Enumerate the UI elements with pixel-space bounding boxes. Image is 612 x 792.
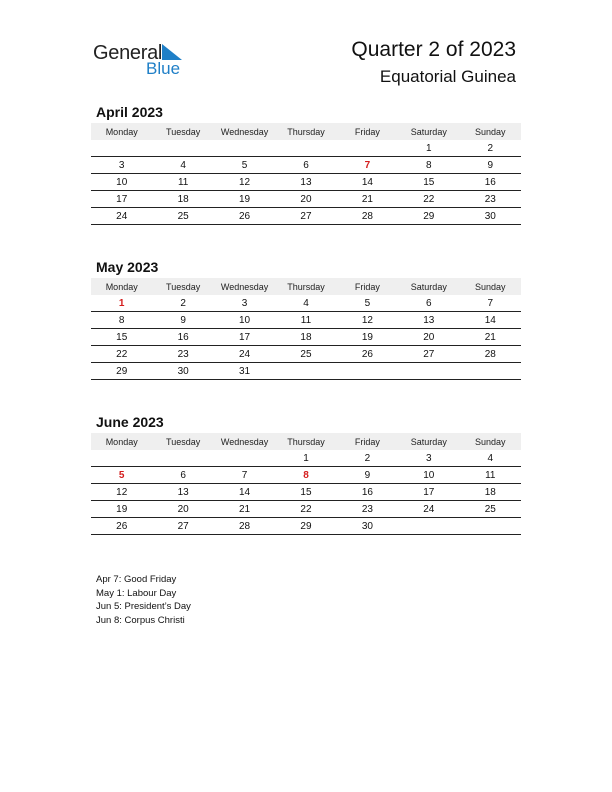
- day-cell: 1: [275, 450, 336, 467]
- empty-day-cell: [152, 450, 213, 467]
- day-cell: 17: [214, 329, 275, 346]
- day-cell: 30: [337, 518, 398, 535]
- holiday-note: May 1: Labour Day: [96, 587, 177, 599]
- empty-day-cell: [91, 140, 152, 157]
- day-cell: 2: [152, 295, 213, 312]
- day-cell: 27: [398, 346, 459, 363]
- day-cell: 25: [460, 501, 521, 518]
- day-cell: 4: [460, 450, 521, 467]
- day-cell: 16: [152, 329, 213, 346]
- holiday-note: Jun 8: Corpus Christi: [96, 615, 185, 627]
- day-cell: 7: [214, 467, 275, 484]
- holiday-notes: [96, 573, 191, 628]
- day-cell: 16: [337, 484, 398, 501]
- weekday-header: Saturday: [398, 278, 459, 295]
- month-title: April 2023: [96, 104, 163, 120]
- day-cell: 28: [214, 518, 275, 535]
- day-cell: 10: [91, 174, 152, 191]
- weekday-header-row: [91, 278, 521, 295]
- day-cell: 9: [337, 467, 398, 484]
- day-cell: 19: [91, 501, 152, 518]
- day-cell: 5: [337, 295, 398, 312]
- weekday-header: Saturday: [398, 123, 459, 140]
- day-cell: 18: [275, 329, 336, 346]
- weekday-header: Wednesday: [214, 433, 275, 450]
- week-row: [91, 518, 521, 535]
- empty-day-cell: [460, 518, 521, 535]
- week-row: [91, 174, 521, 191]
- holiday-note: Apr 7: Good Friday: [96, 574, 177, 585]
- month-block-may: [91, 259, 521, 380]
- empty-day-cell: [460, 363, 521, 380]
- day-cell: 11: [152, 174, 213, 191]
- weekday-header: Thursday: [275, 433, 336, 450]
- day-cell: 27: [275, 208, 336, 225]
- day-cell: 9: [460, 157, 521, 174]
- day-cell: 7: [460, 295, 521, 312]
- logo-triangle-icon: [162, 44, 182, 60]
- day-cell: 18: [152, 191, 213, 208]
- day-cell: 26: [91, 518, 152, 535]
- day-cell: 14: [214, 484, 275, 501]
- empty-day-cell: [91, 450, 152, 467]
- day-cell: 12: [214, 174, 275, 191]
- day-cell: 20: [152, 501, 213, 518]
- weekday-header: Friday: [337, 123, 398, 140]
- day-cell: 22: [275, 501, 336, 518]
- day-cell: 19: [337, 329, 398, 346]
- week-row: [91, 329, 521, 346]
- day-cell: 29: [91, 363, 152, 380]
- day-cell: 10: [214, 312, 275, 329]
- day-cell: 12: [337, 312, 398, 329]
- day-cell: 23: [337, 501, 398, 518]
- weekday-header: Tuesday: [152, 278, 213, 295]
- empty-day-cell: [398, 363, 459, 380]
- weekday-header: Wednesday: [214, 123, 275, 140]
- day-cell: 7: [337, 157, 398, 174]
- month-calendar-table: [91, 278, 521, 380]
- weekday-header: Thursday: [275, 123, 336, 140]
- week-row: [91, 501, 521, 518]
- day-cell: 26: [214, 208, 275, 225]
- day-cell: 21: [214, 501, 275, 518]
- day-cell: 10: [398, 467, 459, 484]
- day-cell: 8: [398, 157, 459, 174]
- day-cell: 12: [91, 484, 152, 501]
- week-row: [91, 191, 521, 208]
- day-cell: 23: [460, 191, 521, 208]
- day-cell: 30: [152, 363, 213, 380]
- day-cell: 2: [337, 450, 398, 467]
- month-block-april: [91, 104, 521, 225]
- day-cell: 25: [275, 346, 336, 363]
- day-cell: 24: [214, 346, 275, 363]
- day-cell: 15: [275, 484, 336, 501]
- day-cell: 22: [91, 346, 152, 363]
- month-title: May 2023: [96, 259, 159, 275]
- weekday-header: Sunday: [460, 123, 521, 140]
- weekday-header-row: [91, 433, 521, 450]
- weekday-header: Monday: [91, 123, 152, 140]
- weekday-header: Friday: [337, 433, 398, 450]
- empty-day-cell: [275, 140, 336, 157]
- day-cell: 1: [91, 295, 152, 312]
- weekday-header-row: [91, 123, 521, 140]
- day-cell: 27: [152, 518, 213, 535]
- week-row: [91, 140, 521, 157]
- week-row: [91, 346, 521, 363]
- empty-day-cell: [152, 140, 213, 157]
- day-cell: 16: [460, 174, 521, 191]
- empty-day-cell: [214, 450, 275, 467]
- day-cell: 28: [337, 208, 398, 225]
- logo-word-general: General: [93, 42, 163, 64]
- month-calendar-table: [91, 123, 521, 225]
- day-cell: 24: [91, 208, 152, 225]
- day-cell: 4: [275, 295, 336, 312]
- day-cell: 14: [460, 312, 521, 329]
- day-cell: 11: [460, 467, 521, 484]
- day-cell: 22: [398, 191, 459, 208]
- month-calendar-table: [91, 433, 521, 535]
- weekday-header: Friday: [337, 278, 398, 295]
- day-cell: 30: [460, 208, 521, 225]
- day-cell: 18: [460, 484, 521, 501]
- page-title: Quarter 2 of 2023: [351, 38, 516, 61]
- weekday-header: Sunday: [460, 433, 521, 450]
- weekday-header: Tuesday: [152, 123, 213, 140]
- day-cell: 11: [275, 312, 336, 329]
- day-cell: 24: [398, 501, 459, 518]
- weekday-header: Monday: [91, 433, 152, 450]
- empty-day-cell: [275, 363, 336, 380]
- brand-logo: [93, 40, 193, 80]
- weekday-header: Wednesday: [214, 278, 275, 295]
- day-cell: 13: [398, 312, 459, 329]
- logo-word-blue: Blue: [146, 59, 181, 78]
- day-cell: 14: [337, 174, 398, 191]
- day-cell: 8: [91, 312, 152, 329]
- weekday-header: Thursday: [275, 278, 336, 295]
- month-title: June 2023: [96, 414, 164, 430]
- day-cell: 28: [460, 346, 521, 363]
- week-row: [91, 484, 521, 501]
- week-row: [91, 157, 521, 174]
- day-cell: 15: [398, 174, 459, 191]
- day-cell: 13: [152, 484, 213, 501]
- day-cell: 29: [398, 208, 459, 225]
- week-row: [91, 208, 521, 225]
- day-cell: 6: [275, 157, 336, 174]
- day-cell: 23: [152, 346, 213, 363]
- week-row: [91, 450, 521, 467]
- empty-day-cell: [214, 140, 275, 157]
- day-cell: 26: [337, 346, 398, 363]
- day-cell: 21: [337, 191, 398, 208]
- page-subtitle: Equatorial Guinea: [379, 67, 516, 86]
- day-cell: 9: [152, 312, 213, 329]
- day-cell: 5: [214, 157, 275, 174]
- week-row: [91, 295, 521, 312]
- day-cell: 31: [214, 363, 275, 380]
- holiday-note: Jun 5: President’s Day: [96, 601, 191, 613]
- weekday-header: Sunday: [460, 278, 521, 295]
- day-cell: 29: [275, 518, 336, 535]
- week-row: [91, 467, 521, 484]
- weekday-header: Monday: [91, 278, 152, 295]
- day-cell: 21: [460, 329, 521, 346]
- empty-day-cell: [398, 518, 459, 535]
- day-cell: 6: [152, 467, 213, 484]
- day-cell: 17: [91, 191, 152, 208]
- week-row: [91, 312, 521, 329]
- day-cell: 20: [275, 191, 336, 208]
- week-row: [91, 363, 521, 380]
- empty-day-cell: [337, 140, 398, 157]
- day-cell: 4: [152, 157, 213, 174]
- day-cell: 3: [398, 450, 459, 467]
- day-cell: 17: [398, 484, 459, 501]
- day-cell: 25: [152, 208, 213, 225]
- day-cell: 20: [398, 329, 459, 346]
- day-cell: 6: [398, 295, 459, 312]
- day-cell: 3: [91, 157, 152, 174]
- day-cell: 8: [275, 467, 336, 484]
- weekday-header: Saturday: [398, 433, 459, 450]
- month-block-june: [91, 414, 521, 535]
- day-cell: 13: [275, 174, 336, 191]
- day-cell: 3: [214, 295, 275, 312]
- day-cell: 1: [398, 140, 459, 157]
- day-cell: 5: [91, 467, 152, 484]
- weekday-header: Tuesday: [152, 433, 213, 450]
- day-cell: 15: [91, 329, 152, 346]
- empty-day-cell: [337, 363, 398, 380]
- day-cell: 19: [214, 191, 275, 208]
- day-cell: 2: [460, 140, 521, 157]
